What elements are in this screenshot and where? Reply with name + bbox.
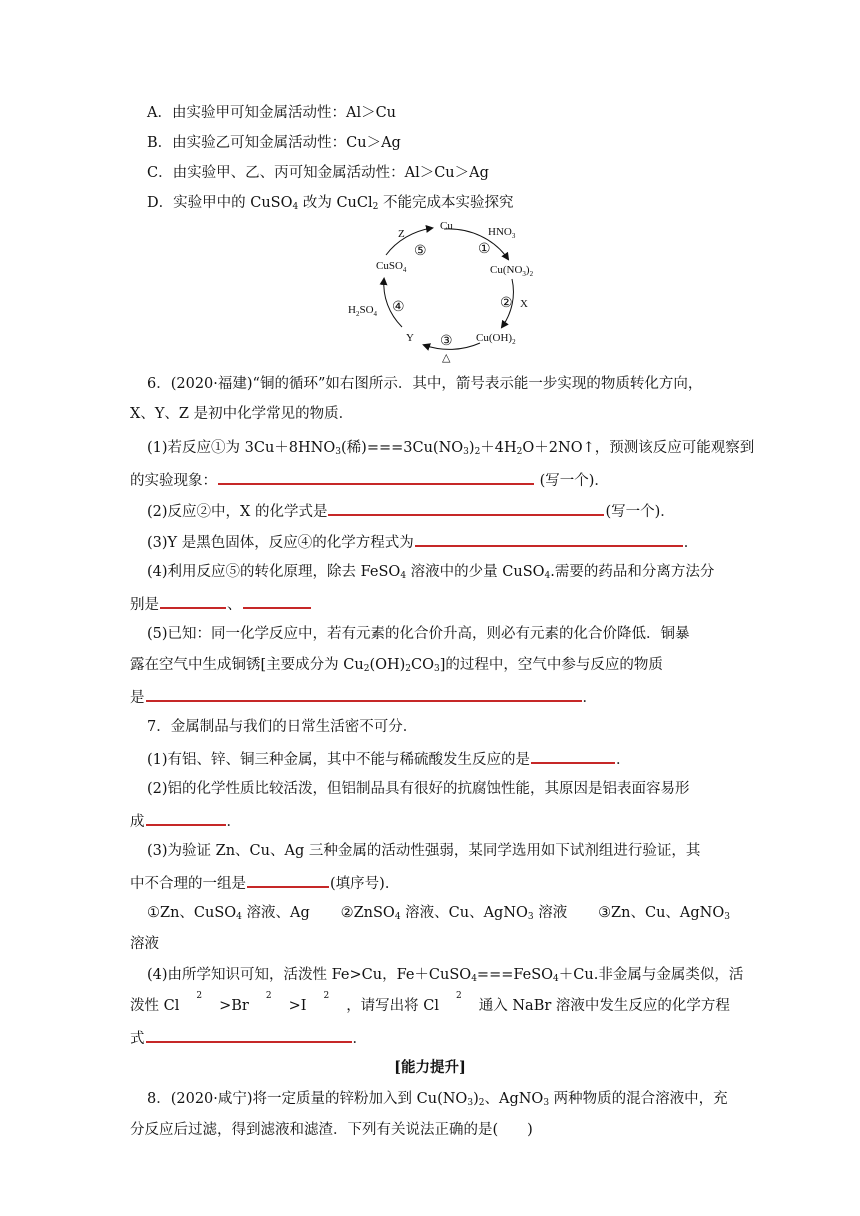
- answer-blank-6-4b[interactable]: [243, 593, 311, 609]
- q7-part4-cont: 泼性 Cl 2 >Br 2 >I 2 ，请写出将 Cl 2 通入 NaBr 溶液中发生反应的化学方程: [130, 991, 730, 1014]
- q7-part4: (4)由所学知识可知，活泼性 Fe>Cu，Fe＋CuSO$_4$===FeSO$_4$＋Cu.非金属与金属类似，活: [147, 967, 744, 984]
- q6-part5-answer: 是 ．: [130, 686, 730, 708]
- q7-part4-answer: 式 ．: [130, 1027, 730, 1049]
- answer-blank-7-2[interactable]: [146, 810, 226, 826]
- label-cuoh2: $Cu(OH)_2$: [476, 332, 516, 346]
- label-circle-5: ⑤: [414, 244, 427, 259]
- q6-part5-cont: 露在空气中生成铜锈[主要成分为 $Cu_2(OH)_2CO_3$]的过程中，空气中参与反应的物质: [130, 657, 663, 674]
- answer-blank-6-2[interactable]: [328, 500, 604, 516]
- copper-cycle-diagram: [340, 215, 534, 370]
- q7-option3-cont: 溶液: [130, 936, 159, 952]
- option-b: B．由实验乙可知金属活动性：Cu＞Ag: [147, 135, 401, 151]
- answer-blank-7-3[interactable]: [247, 872, 329, 888]
- q6-intro-2: X、Y、Z 是初中化学常见的物质．: [130, 406, 354, 422]
- label-cuso4: CuSO$_4$: [376, 260, 407, 274]
- label-cu: Cu: [440, 220, 453, 232]
- q7-intro: 7．金属制品与我们的日常生活密不可分．: [147, 719, 418, 735]
- label-h2so4: $H_2SO_4$: [348, 304, 378, 318]
- answer-blank-7-4[interactable]: [146, 1027, 352, 1043]
- option-c: C．由实验甲、乙、丙可知金属活动性：Al＞Cu＞Ag: [147, 165, 489, 181]
- q7-part3-cont: 中不合理的一组是 (填序号)．: [130, 872, 730, 894]
- q7-part2: (2)铝的化学性质比较活泼，但铝制品具有很好的抗腐蚀性能，其原因是铝表面容易形: [147, 781, 690, 797]
- reagent-option-3: ③Zn、Cu、AgNO$_3$: [598, 905, 730, 922]
- q6-part4: (4)利用反应⑤的转化原理，除去 FeSO$_4$ 溶液中的少量 CuSO$_4$.需要的药品和分离方法分: [147, 564, 715, 581]
- label-y: Y: [406, 332, 414, 344]
- answer-blank-6-4a[interactable]: [160, 593, 226, 609]
- q6-part2: (2)反应②中，X 的化学式是 (写一个)．: [147, 500, 747, 522]
- q6-part5: (5)已知：同一化学反应中，若有元素的化合价升高，则必有元素的化合价降低．铜暴: [147, 626, 690, 642]
- q6-part1: (1)若反应①为 $3Cu+8HNO_3$(稀)$===3Cu(NO_3)_2+4H_2O+2NO↑$，预测该反应可能观察到: [147, 440, 755, 457]
- label-cuno32: $Cu(NO_3)_2$: [490, 264, 534, 278]
- answer-blank-6-5[interactable]: [146, 686, 582, 702]
- option-a: A．由实验甲可知金属活动性：Al＞Cu: [147, 105, 397, 121]
- q6-part4-cont: 别是 、: [130, 593, 730, 615]
- q7-part2-cont: 成 ．: [130, 810, 730, 832]
- label-x: X: [520, 298, 528, 310]
- label-hno3: $HNO_3$: [488, 226, 516, 240]
- q7-part1: (1)有铝、锌、铜三种金属，其中不能与稀硫酸发生反应的是 ．: [147, 748, 747, 770]
- section-title: [能力提升]: [394, 1059, 466, 1076]
- label-circle-2: ②: [500, 296, 513, 311]
- q6-part1-cont: 的实验现象： (写一个)．: [130, 469, 730, 491]
- label-heat: △: [442, 352, 451, 364]
- label-circle-1: ①: [478, 242, 491, 257]
- answer-blank-7-1[interactable]: [531, 748, 615, 764]
- q6-intro-1: 6．(2020·福建)“铜的循环”如右图所示．其中，箭号表示能一步实现的物质转化方向，: [147, 376, 703, 392]
- q8-line-2: 分反应后过滤，得到滤液和滤渣．下列有关说法正确的是( ): [130, 1122, 533, 1138]
- answer-blank-6-1[interactable]: [218, 469, 534, 485]
- q7-part3: (3)为验证 Zn、Cu、Ag 三种金属的活动性强弱，某同学选用如下试剂组进行验证，其: [147, 843, 701, 859]
- q7-reagent-options: [147, 903, 730, 923]
- option-d: D．实验甲中的 CuSO$_4$ 改为 CuCl$_2$ 不能完成本实验探究: [147, 195, 514, 212]
- reagent-option-1: ①Zn、CuSO$_4$ 溶液、Ag: [147, 905, 310, 922]
- q8-line-1: 8．(2020·咸宁)将一定质量的锌粉加入到 $Cu(NO_3)_2$、AgNO$_3$ 两种物质的混合溶液中，充: [147, 1091, 728, 1108]
- label-circle-3: ③: [440, 334, 453, 349]
- reagent-option-2: ②ZnSO$_4$ 溶液、Cu、AgNO$_3$ 溶液: [340, 905, 568, 922]
- answer-blank-6-3[interactable]: [415, 531, 683, 547]
- q6-part3: (3)Y 是黑色固体，反应④的化学方程式为 ．: [147, 531, 747, 553]
- label-z: Z: [398, 228, 405, 240]
- label-circle-4: ④: [392, 300, 405, 315]
